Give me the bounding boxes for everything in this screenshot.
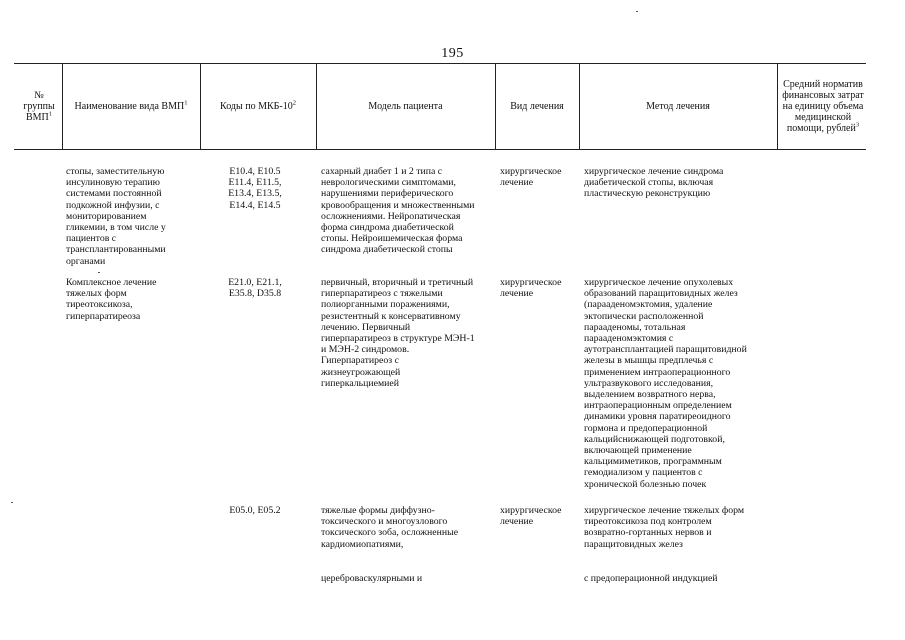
- scan-speck: [98, 272, 100, 273]
- col-divider-5: [579, 63, 580, 150]
- col-divider-3: [316, 63, 317, 150]
- row1-treatment-type: хирургическое лечение: [500, 166, 562, 189]
- row3-patient-model: тяжелые формы диффузно- токсического и многоузлового токсического зоба, осложненные кардиомиопатиями,: [321, 505, 459, 550]
- header-group-number: № группы ВМП$^1$: [23, 90, 55, 123]
- col-divider-4: [495, 63, 496, 150]
- header-patient-model: Модель пациента: [368, 101, 443, 112]
- header-vmp-name: Наименование вида ВМП$^1$: [74, 99, 188, 112]
- row3-treatment-method: хирургическое лечение тяжелых форм тиреотоксикоза под контролем возвратно-гортанных нервов и паращитовидных желез: [584, 505, 745, 550]
- scan-speck: [636, 11, 638, 12]
- header-bottom-rule: [14, 149, 866, 150]
- page-number: 195: [441, 46, 464, 61]
- row1-patient-model: сахарный диабет 1 и 2 типа с неврологическими симптомами, нарушениями периферического кровообращения и множественными осложнениями. Нейропатическая форма синдрома диабетической стопы. Нейроишемическая форма синдрома диабетической стопы: [321, 166, 475, 256]
- scan-speck: [11, 502, 13, 503]
- row2-treatment-method: хирургическое лечение опухолевых образований паращитовидных желез (парааденомэктомия, удаление эктопически расположенной парааденомы, тотальная парааденомэктомия с аутотрансплантацией паращитовидной железы в мышцы предплечья с применением интраоперационного ультразвукового исследования, выделением возвратного нерва, интраоперационным определением динамики уровня паратиреоидного гормона и предоперационной кальцийснижающей подготовкой, включающей применение кальцимиметиков, программным гемодиализом у пациентов с хронической болезнью почек: [584, 277, 747, 490]
- row2-vmp-name: Комплексное лечение тяжелых форм тиреотоксикоза, гиперпаратиреоза: [66, 277, 157, 322]
- header-treatment-type: Вид лечения: [510, 101, 564, 112]
- row4-patient-model: цереброваскулярными и: [321, 573, 423, 584]
- row1-treatment-method: хирургическое лечение синдрома диабетической стопы, включая пластическую реконструкцию: [584, 166, 724, 200]
- col-divider-2: [200, 63, 201, 150]
- row2-patient-model: первичный, вторичный и третичный гиперпаратиреоз с тяжелыми полиорганными поражениями, резистентный к консервативному лечению. Первичный гиперпаратиреоз в структуре МЭН-1 и МЭН-2 синдромов. Гиперпаратиреоз с жизнеугрожающей гиперкальциемией: [321, 277, 475, 389]
- row3-icd-codes: E05.0, E05.2: [229, 505, 281, 516]
- header-cost-standard: Средний норматив финансовых затрат на единицу объема медицинской помощи, рублей$^3$: [782, 79, 864, 134]
- header-icd-codes: Коды по МКБ-$10^2$: [220, 99, 296, 112]
- row1-icd-codes: E10.4, E10.5 E11.4, E11.5, E13.4, E13.5, E14.4, E14.5: [228, 166, 282, 211]
- row4-treatment-method: с предоперационной индукцией: [584, 573, 718, 584]
- row2-icd-codes: E21.0, E21.1, E35.8, D35.8: [228, 277, 282, 300]
- col-divider-1: [62, 63, 63, 150]
- header-treatment-method: Метод лечения: [646, 101, 710, 112]
- col-divider-6: [777, 63, 778, 150]
- row1-vmp-name: стопы, заместительную инсулиновую терапию системами постоянной подкожной инфузии, с мониторированием гликемии, в том числе у пациентов с трансплантированными органами: [66, 166, 166, 267]
- row2-treatment-type: хирургическое лечение: [500, 277, 562, 300]
- row3-treatment-type: хирургическое лечение: [500, 505, 562, 528]
